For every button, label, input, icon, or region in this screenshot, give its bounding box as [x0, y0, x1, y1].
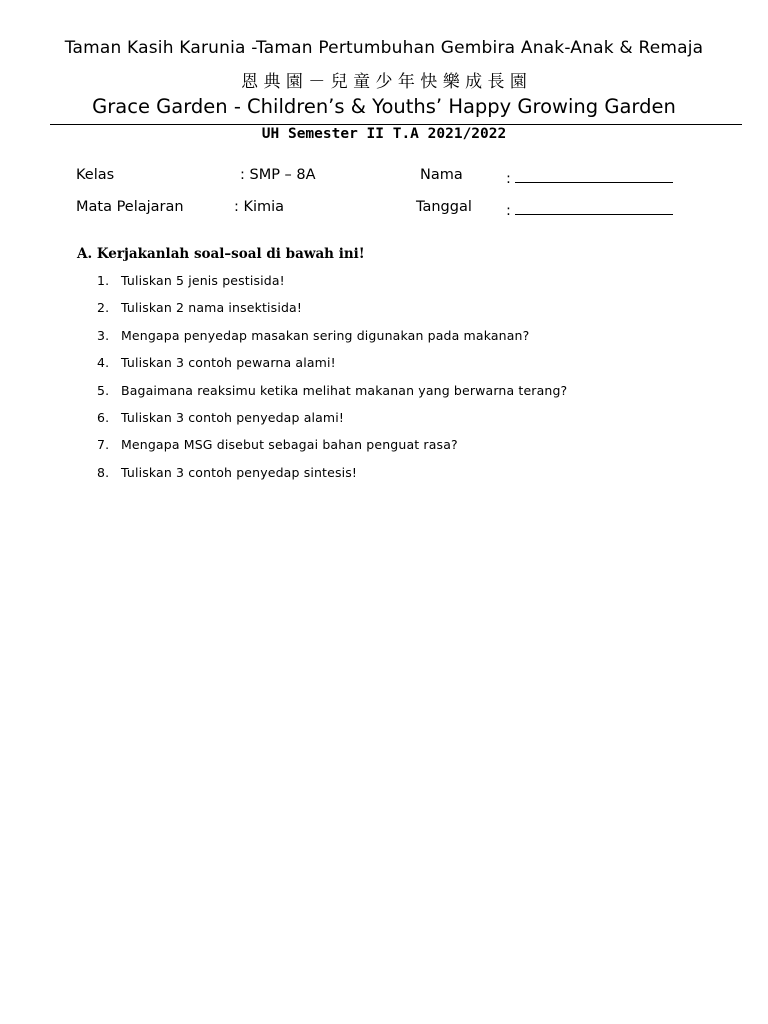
question-text: Tuliskan 5 jenis pestisida! — [121, 273, 285, 288]
question-number: 4. — [97, 355, 110, 371]
tanggal-field — [506, 199, 673, 219]
question-item — [97, 409, 567, 436]
school-name-indonesian: Taman Kasih Karunia -Taman Pertumbuhan Gembira Anak-Anak & Remaja — [64, 38, 704, 58]
question-text: Mengapa penyedap masakan sering digunakan pada makanan? — [121, 327, 530, 343]
exam-title: UH Semester II T.A 2021/2022 — [261, 126, 507, 142]
question-item — [97, 382, 567, 409]
question-item — [97, 272, 567, 299]
nama-blank-line — [515, 167, 673, 183]
question-text: Tuliskan 3 contoh penyedap sintesis! — [121, 464, 358, 480]
nama-label: Nama — [420, 167, 463, 183]
nama-field — [506, 167, 673, 187]
question-number: 5. — [97, 382, 110, 398]
question-number: 3. — [97, 327, 110, 343]
tanggal-blank-line — [515, 199, 673, 215]
question-number: 7. — [97, 437, 110, 453]
question-number: 8. — [97, 464, 110, 480]
kelas-label: Kelas — [76, 167, 115, 183]
header-divider — [50, 124, 742, 125]
question-list — [97, 272, 567, 491]
mata-pelajaran-value: : Kimia — [234, 199, 285, 215]
question-text: Tuliskan 2 nama insektisida! — [121, 300, 303, 316]
question-item — [97, 354, 567, 381]
question-text: Bagaimana reaksimu ketika melihat makanan yang berwarna terang? — [121, 382, 568, 398]
question-number: 1. — [97, 273, 110, 288]
question-number: 6. — [97, 409, 110, 425]
question-item — [97, 327, 567, 354]
question-item — [97, 436, 567, 463]
question-number: 2. — [97, 300, 110, 316]
tanggal-label: Tanggal — [416, 199, 472, 215]
question-text: Mengapa MSG disebut sebagai bahan penguat rasa? — [121, 437, 458, 453]
school-name-english: Grace Garden - Children’s & Youths’ Happy Growing Garden — [92, 95, 676, 118]
question-item — [97, 299, 567, 326]
question-item — [97, 464, 567, 491]
section-a-title: A. Kerjakanlah soal–soal di bawah ini! — [77, 246, 365, 262]
school-name-chinese: 恩 典 園 － 兒 童 少 年 快 樂 成 長 園 — [241, 72, 527, 92]
mata-pelajaran-label: Mata Pelajaran — [76, 199, 184, 215]
question-text: Tuliskan 3 contoh penyedap alami! — [121, 409, 345, 425]
kelas-value: : SMP – 8A — [240, 167, 316, 183]
question-text: Tuliskan 3 contoh pewarna alami! — [121, 355, 336, 371]
tanggal-colon: : — [506, 203, 511, 219]
nama-colon: : — [506, 171, 511, 187]
